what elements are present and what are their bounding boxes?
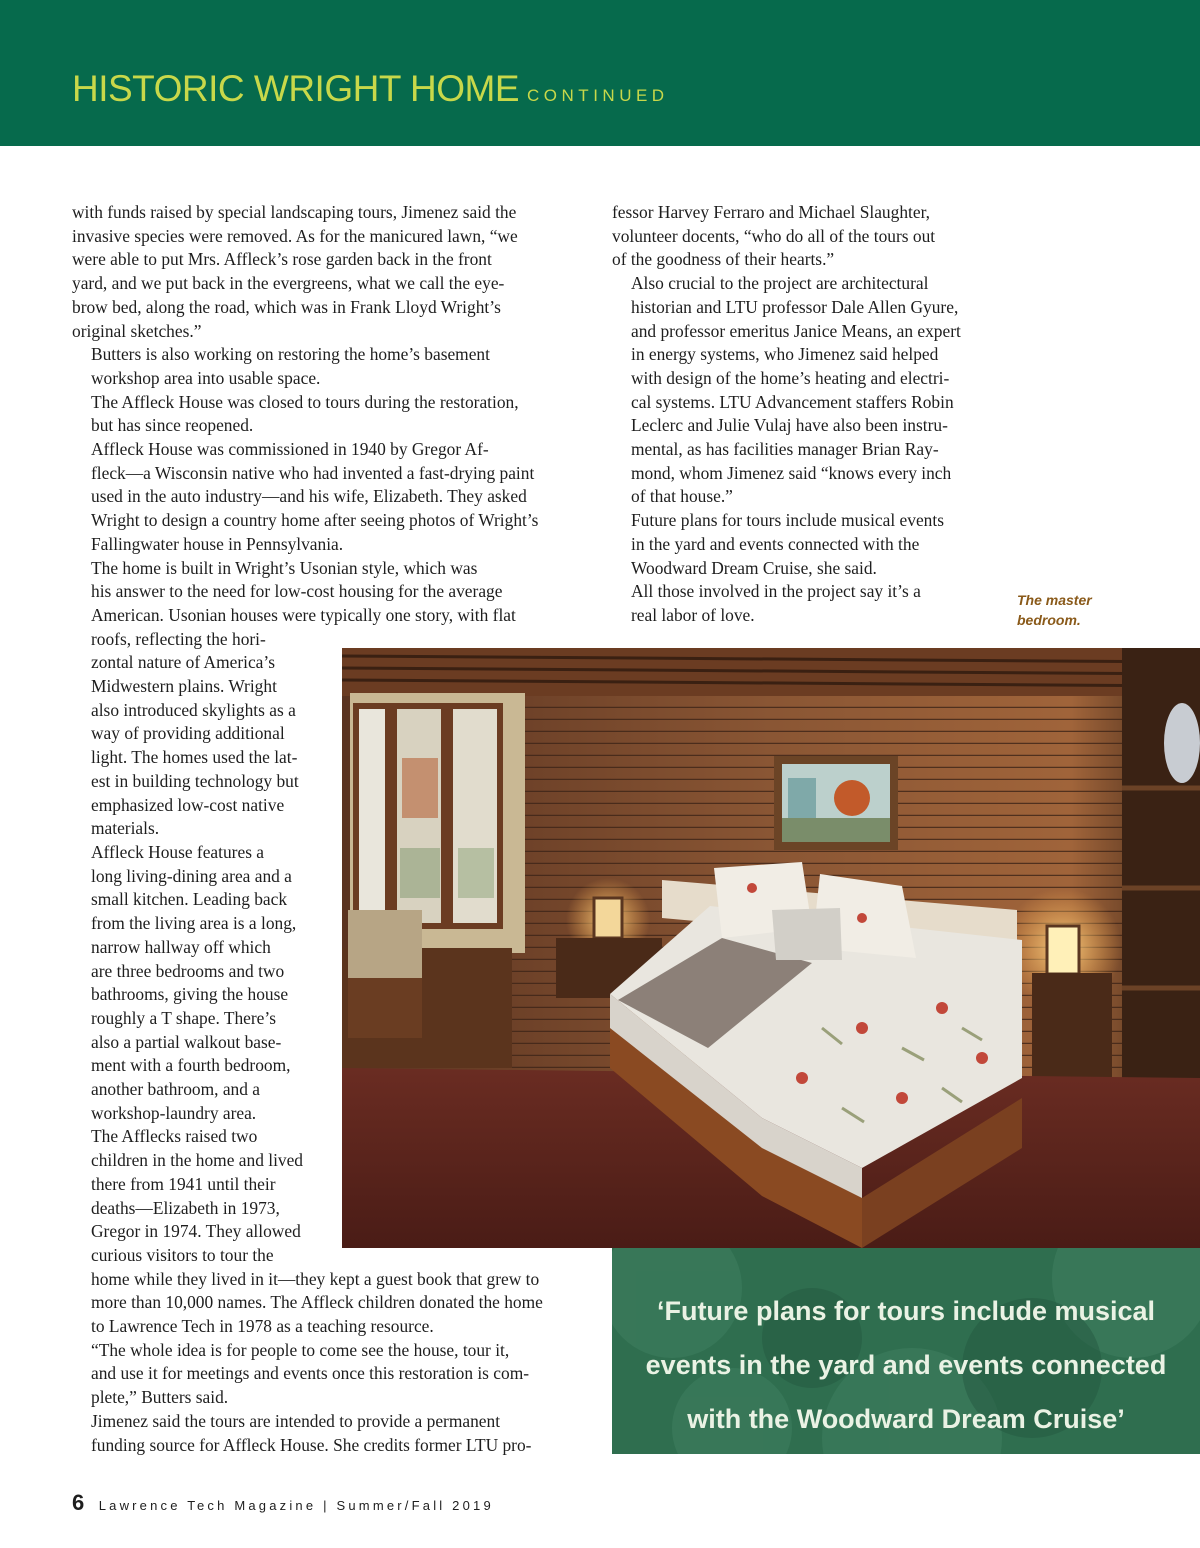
article-line: deaths—Elizabeth in 1973, — [91, 1197, 280, 1218]
article-line: brow bed, along the road, which was in Frank Lloyd Wright’s — [72, 296, 501, 317]
caption-line: The master — [1017, 592, 1092, 608]
article-line: with design of the home’s heating and electri- — [631, 367, 950, 388]
article-line: narrow hallway off which — [91, 936, 271, 957]
article-paragraph — [72, 343, 587, 390]
article-line: children in the home and lived — [91, 1150, 304, 1171]
article-line: workshop area into usable space. — [91, 367, 321, 388]
article-line: and use it for meetings and events once this restoration is com- — [91, 1363, 530, 1384]
pull-quote-text — [612, 1284, 1200, 1446]
article-line: All those involved in the project say it’s a — [631, 581, 921, 602]
article-line: Affleck House features a — [91, 841, 265, 862]
article-line: The home is built in Wright’s Usonian style, which was — [91, 557, 478, 578]
article-line: with funds raised by special landscaping tours, Jimenez said the — [72, 202, 517, 222]
article-line: in the yard and events connected with the — [631, 533, 920, 554]
caption-line: bedroom. — [1017, 612, 1081, 628]
article-paragraph — [72, 1339, 587, 1410]
article-line: roofs, reflecting the hori- — [91, 628, 266, 649]
article-line: Future plans for tours include musical events — [631, 510, 944, 531]
article-paragraph — [612, 509, 992, 580]
article-line: Butters is also working on restoring the home’s basement — [91, 344, 490, 365]
article-paragraph — [72, 438, 587, 557]
article-line: fleck—a Wisconsin native who had invented a fast-drying paint — [91, 462, 535, 483]
article-line: were able to put Mrs. Affleck’s rose garden back in the front — [72, 249, 492, 270]
article-line: materials. — [91, 818, 160, 839]
pull-quote-line: events in the yard and events connected — [645, 1350, 1167, 1380]
article-line: fessor Harvey Ferraro and Michael Slaughter, — [612, 202, 931, 222]
article-paragraph — [612, 272, 992, 509]
article-line: historian and LTU professor Dale Allen Gyure, — [631, 296, 959, 317]
article-line: used in the auto industry—and his wife, Elizabeth. They asked — [91, 486, 527, 507]
page-number: 6 — [72, 1490, 85, 1515]
article-line: Midwestern plains. Wright — [91, 676, 277, 697]
article-line: Jimenez said the tours are intended to provide a permanent — [91, 1410, 501, 1431]
article-line: roughly a T shape. There’s — [91, 1007, 276, 1028]
article-line: yard, and we put back in the evergreens, what we call the eye- — [72, 273, 505, 294]
publication-name: Lawrence Tech Magazine | Summer/Fall 2019 — [98, 1498, 494, 1513]
article-line: emphasized low-cost native — [91, 794, 285, 815]
article-line: cal systems. LTU Advancement staffers Robin — [631, 391, 954, 412]
section-title-continued: CONTINUED — [527, 86, 669, 105]
article-line: mental, as has facilities manager Brian Ray- — [631, 439, 939, 460]
article-line: The Affleck House was closed to tours during the restoration, — [91, 391, 519, 412]
article-line: Also crucial to the project are architectural — [631, 273, 929, 294]
photo-caption — [1017, 590, 1137, 630]
article-paragraph — [72, 1410, 587, 1457]
article-column-right — [612, 201, 992, 628]
article-line: Leclerc and Julie Vulaj have also been instru- — [631, 415, 948, 436]
article-line: to Lawrence Tech in 1978 as a teaching resource. — [91, 1316, 434, 1337]
article-line: “The whole idea is for people to come see the house, tour it, — [91, 1339, 510, 1360]
article-line: Wright to design a country home after seeing photos of Wright’s — [91, 510, 539, 531]
article-line: zontal nature of America’s — [91, 652, 275, 673]
article-line: from the living area is a long, — [91, 913, 297, 934]
page-footer — [72, 1490, 494, 1516]
article-line: Fallingwater house in Pennsylvania. — [91, 533, 344, 554]
article-line: mond, whom Jimenez said “knows every inch — [631, 462, 952, 483]
article-line: also a partial walkout base- — [91, 1031, 282, 1052]
article-line: est in building technology but — [91, 770, 299, 791]
article-line: light. The homes used the lat- — [91, 747, 298, 768]
article-line: are three bedrooms and two — [91, 960, 285, 981]
page-header — [0, 0, 1200, 146]
article-line: of that house.” — [631, 486, 733, 507]
article-line: Woodward Dream Cruise, she said. — [631, 557, 877, 578]
article-line: more than 10,000 names. The Affleck children donated the home — [91, 1292, 543, 1313]
article-line: his answer to the need for low-cost housing for the average — [91, 581, 503, 602]
pull-quote — [612, 1248, 1200, 1454]
article-line: funding source for Affleck House. She credits former LTU pro- — [91, 1434, 532, 1455]
article-line: volunteer docents, “who do all of the tours out — [612, 225, 936, 246]
article-paragraph — [72, 201, 587, 343]
article-line: workshop-laundry area. — [91, 1102, 257, 1123]
pull-quote-line: ‘Future plans for tours include musical — [656, 1296, 1156, 1326]
section-title-main: HISTORIC WRIGHT HOME — [72, 68, 520, 109]
article-line: invasive species were removed. As for the manicured lawn, “we — [72, 225, 518, 246]
master-bedroom-photo — [342, 648, 1200, 1248]
article-line: home while they lived in it—they kept a guest book that grew to — [91, 1268, 540, 1289]
article-paragraph — [612, 201, 992, 272]
article-paragraph — [612, 580, 992, 627]
article-line: there from 1941 until their — [91, 1173, 276, 1194]
article-line: of the goodness of their hearts.” — [612, 249, 835, 270]
article-line: real labor of love. — [631, 604, 755, 625]
article-line: another bathroom, and a — [91, 1079, 261, 1100]
article-paragraph — [72, 391, 587, 438]
article-line: ment with a fourth bedroom, — [91, 1055, 291, 1076]
article-line: curious visitors to tour the — [91, 1244, 274, 1265]
article-line: in energy systems, who Jimenez said helped — [631, 344, 939, 365]
article-line: Gregor in 1974. They allowed — [91, 1221, 301, 1242]
article-line: American. Usonian houses were typically one story, with flat — [91, 604, 516, 625]
section-title — [72, 66, 669, 119]
article-line: plete,” Butters said. — [91, 1387, 229, 1408]
article-line: and professor emeritus Janice Means, an expert — [631, 320, 961, 341]
article-line: Affleck House was commissioned in 1940 by Gregor Af- — [91, 439, 489, 460]
article-line: small kitchen. Leading back — [91, 889, 288, 910]
article-line: original sketches.” — [72, 320, 202, 341]
article-line: bathrooms, giving the house — [91, 984, 289, 1005]
article-line: but has since reopened. — [91, 415, 254, 436]
pull-quote-line: with the Woodward Dream Cruise’ — [687, 1404, 1125, 1434]
article-line: also introduced skylights as a — [91, 699, 296, 720]
article-line: long living-dining area and a — [91, 865, 292, 886]
article-line: way of providing additional — [91, 723, 285, 744]
article-line: The Afflecks raised two — [91, 1126, 258, 1147]
